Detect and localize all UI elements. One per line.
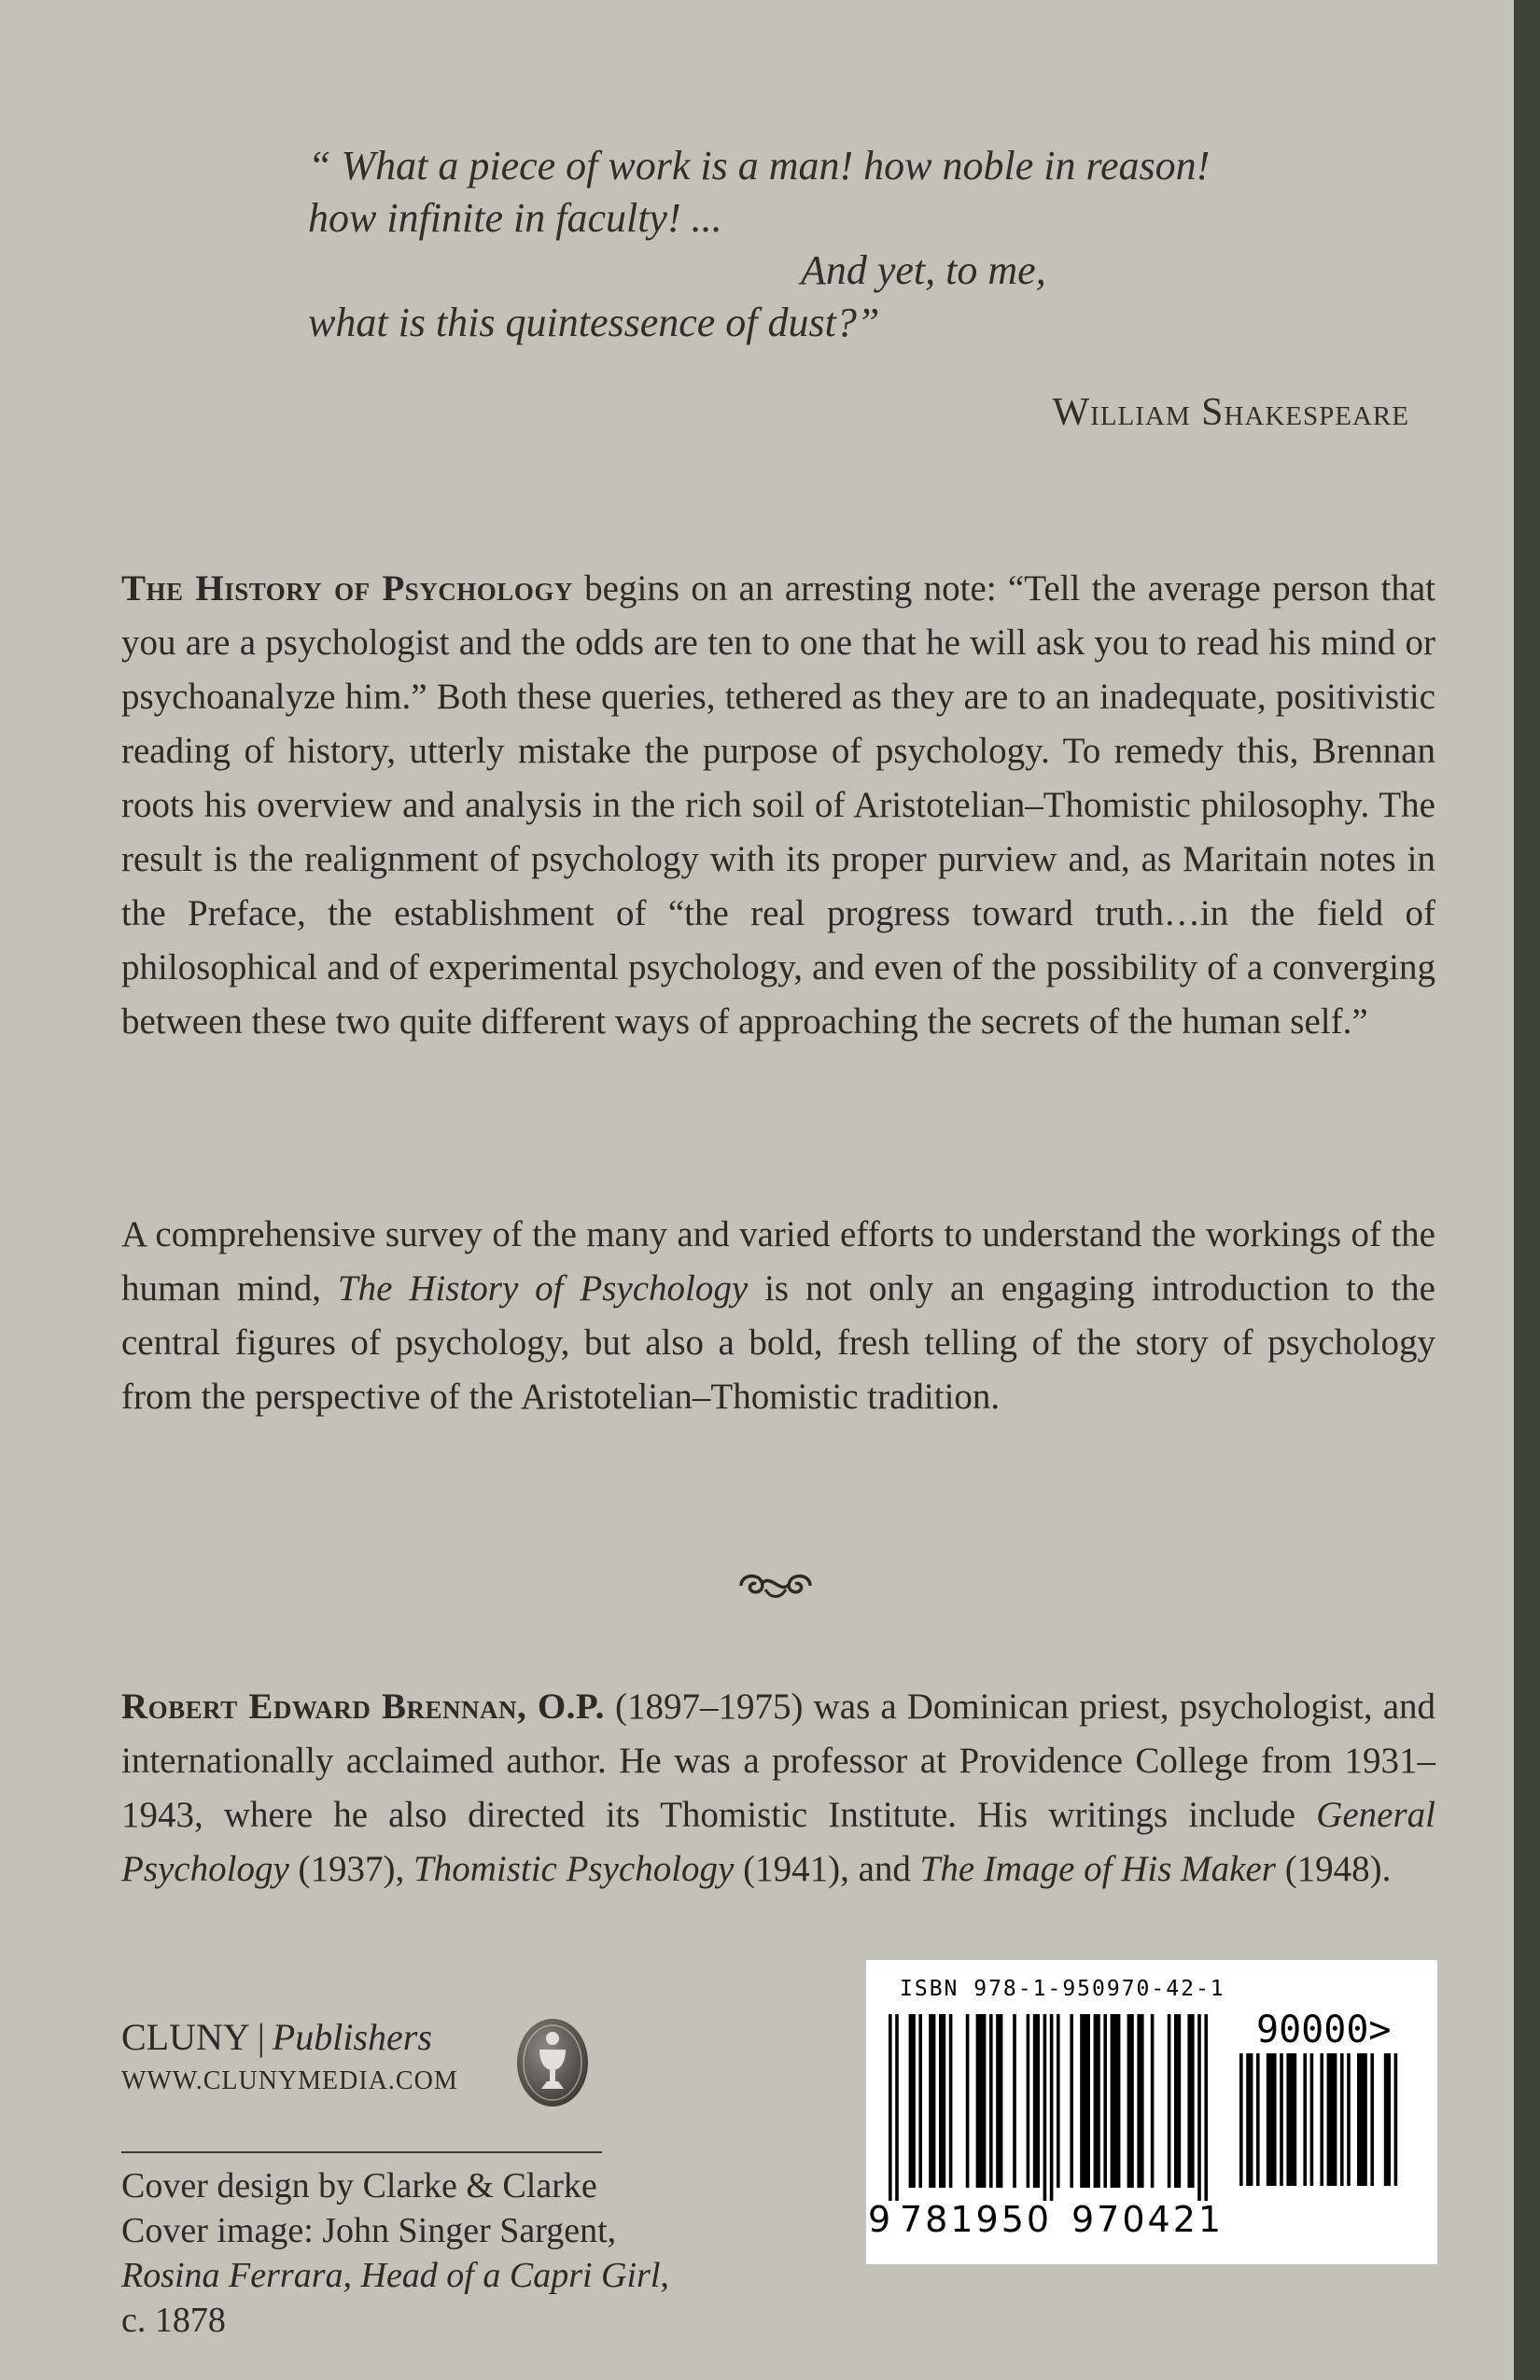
book-title: The History of Psychology	[121, 568, 573, 609]
epigraph-line: what is this quintessence of dust?”	[308, 300, 880, 345]
barcode-digit-first: 9	[868, 2199, 891, 2240]
paragraph-text: begins on an arresting note: “Tell the average person that you are a psychologist and the odds are ten to one that he will ask you to read his mind or psychoanalyze him.” Both these queries, tethered as they are to an inadequate, positivistic reading of history, utterly mistake the purpose of psychology. To remedy this, Brennan roots his overview and analysis in the rich soil of Aristotelian–Thomistic philosophy. The result is the realignment of psychology with its proper purview and, as Maritain notes in the Preface, the establishment of “the real progress toward truth…in the field of philosophical and of experimental psychology, and even of the possibility of a converging between these two quite different ways of approaching the secrets of the human self.”	[121, 568, 1436, 1042]
book-title: The Image of His Maker	[919, 1849, 1276, 1889]
cover-design-credit: Cover design by Clarke & Clarke	[121, 2166, 597, 2205]
paragraph-text: is not only an engaging introduction to the central figures of psychology, but also a bold, fresh telling of the story of psychology from the perspective of the Aristotelian–Thomistic tradition.	[121, 1268, 1435, 1417]
book-title: General Psychology	[121, 1795, 1435, 1889]
barcode-addon-bars-icon	[1239, 2053, 1426, 2199]
paragraph-text: A comprehensive survey of the many and varied efforts to understand the workings of the human mind,	[121, 1214, 1435, 1309]
artwork-title: Rosina Ferrara, Head of a Capri Girl	[121, 2256, 661, 2295]
book-title: The History of Psychology	[337, 1268, 749, 1309]
epigraph-attribution: William Shakespeare	[1052, 391, 1409, 434]
artwork-year: c. 1878	[121, 2301, 226, 2340]
book-title: Thomistic Psychology	[413, 1849, 735, 1889]
isbn-barcode	[866, 1960, 1437, 2264]
bio-text: (1948).	[1275, 1849, 1392, 1889]
price-code: 90000>	[1256, 2009, 1392, 2051]
description-paragraph	[121, 1208, 1435, 1424]
bio-text: (1937),	[288, 1849, 413, 1889]
publisher-block	[121, 2014, 458, 2096]
isbn-label: ISBN 978-1-950970-42-1	[900, 1977, 1225, 2001]
credits-divider	[121, 2151, 602, 2153]
barcode-digit-group: 781950	[900, 2199, 1053, 2240]
epigraph	[308, 140, 1428, 349]
artwork-comma: ,	[660, 2256, 669, 2295]
epigraph-line: “ What a piece of work is a man! how noble in reason!	[308, 143, 1211, 189]
barcode-digit-group: 970421	[1071, 2199, 1225, 2240]
barcode-bars-icon	[889, 2014, 1225, 2201]
publisher-tagline: Publishers	[272, 2016, 432, 2058]
bio-text: (1897–1975) was a Dominican priest, psychologist, and internationally acclaimed author. He was a professor at Providence College from 1931–1943, where he also directed its Thomistic Institute. His writings include	[121, 1687, 1435, 1835]
cover-credits	[121, 2163, 669, 2343]
barcode-digits	[868, 2199, 1224, 2240]
publisher-name	[121, 2014, 458, 2061]
fleuron-ornament-icon	[734, 1563, 818, 1604]
publisher-url: WWW.CLUNYMEDIA.COM	[121, 2066, 458, 2095]
cover-image-title-line	[121, 2253, 669, 2298]
bio-text: (1941), and	[734, 1849, 920, 1889]
publisher-name-text: CLUNY	[121, 2016, 250, 2058]
chalice-seal-icon	[513, 2016, 592, 2109]
author-name: Robert Edward Brennan, O.P.	[121, 1687, 605, 1727]
spine-strip	[1514, 0, 1540, 2380]
cover-image-credit: Cover image: John Singer Sargent,	[121, 2211, 617, 2250]
author-bio	[121, 1680, 1435, 1897]
publisher-separator: |	[257, 2016, 265, 2058]
description-paragraph	[121, 562, 1435, 1049]
epigraph-line: And yet, to me,	[801, 247, 1046, 293]
epigraph-line: how infinite in faculty! ...	[308, 195, 722, 241]
